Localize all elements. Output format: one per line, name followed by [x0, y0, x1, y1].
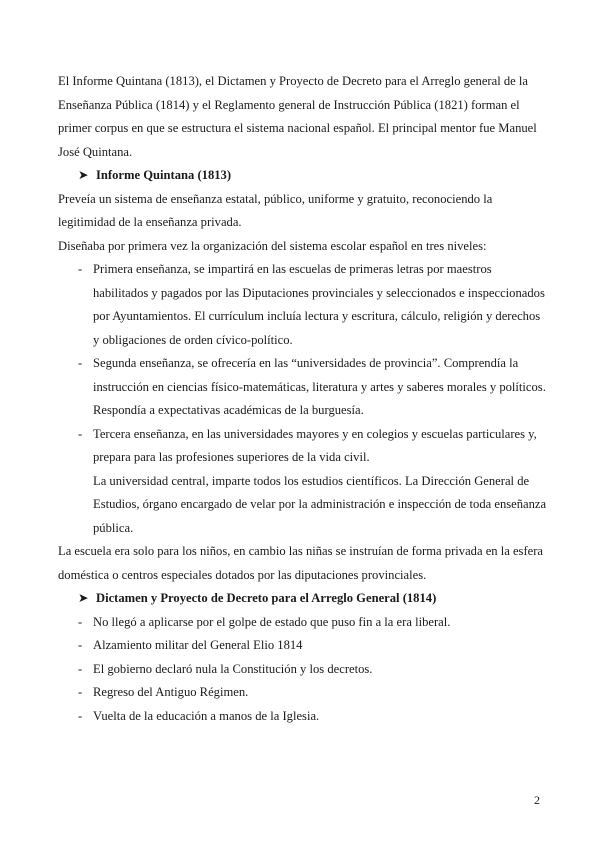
- paragraph-disenaba: Diseñaba por primera vez la organización del sistema escolar español en tres niveles:: [58, 238, 487, 253]
- list-item: [58, 611, 548, 635]
- section-heading-informe-quintana: [58, 164, 548, 188]
- section-heading-dictamen: [58, 587, 548, 611]
- dash-bullet: -: [78, 426, 83, 441]
- dash-bullet: -: [78, 685, 83, 699]
- dash-bullet: -: [78, 708, 83, 723]
- page-number: 2: [534, 793, 540, 807]
- list-item: [58, 634, 548, 658]
- levels-list: [58, 258, 548, 540]
- list-item: [58, 352, 548, 423]
- document-page: [58, 70, 548, 728]
- list-item: [58, 681, 548, 705]
- list-item-text: Vuelta de la educación a manos de la Iglesia.: [93, 708, 320, 723]
- list-item-text: Alzamiento militar del General Elio 1814: [93, 638, 303, 652]
- dictamen-list: [58, 611, 548, 729]
- arrow-bullet-icon: ➤: [78, 591, 89, 605]
- dash-bullet: -: [78, 661, 83, 676]
- list-item: [58, 258, 548, 352]
- list-item-continuation: La universidad central, imparte todos los estudios científicos. La Dirección General de Estudios, órgano encargado de velar por la administración e inspección de toda enseñanza pública.: [93, 473, 547, 535]
- dash-bullet: -: [78, 638, 83, 652]
- dash-bullet: -: [78, 262, 83, 276]
- list-item-text: El gobierno declaró nula la Constitución y los decretos.: [93, 661, 373, 676]
- dash-bullet: -: [78, 614, 83, 629]
- heading-text: Dictamen y Proyecto de Decreto para el Arreglo General (1814): [96, 591, 437, 605]
- arrow-bullet-icon: ➤: [78, 168, 89, 182]
- paragraph-preveia: Preveía un sistema de enseñanza estatal, público, uniforme y gratuito, reconociendo la legitimidad de la enseñanza privada.: [58, 191, 493, 229]
- paragraph-escuela: La escuela era solo para los niños, en cambio las niñas se instruían de forma privada en la esfera doméstica o centros especiales dotados por las diputaciones provinciales.: [58, 544, 544, 582]
- list-item-text: Tercera enseñanza, en las universidades mayores y en colegios y escuelas particulares y, prepara para las profesiones superiores de la vida civil.: [93, 426, 537, 464]
- list-item: [58, 658, 548, 682]
- heading-text: Informe Quintana (1813): [96, 168, 232, 182]
- list-item-text: Primera enseñanza, se impartirá en las escuelas de primeras letras por maestros habilitados y pagados por las Diputaciones provinciales y seleccionados e inspeccionados por Ayuntamientos. El currículum incluía lectura y escritura, cálculo, religión y derechos y obligaciones de orden cívico-político.: [93, 262, 545, 347]
- intro-paragraph: El Informe Quintana (1813), el Dictamen y Proyecto de Decreto para el Arreglo general de la Enseñanza Pública (1814) y el Reglamento general de Instrucción Pública (1821) forman el primer corpus en que se estructura el sistema nacional español. El principal mentor fue Manuel José Quintana.: [58, 74, 537, 159]
- list-item-text: No llegó a aplicarse por el golpe de estado que puso fin a la era liberal.: [93, 614, 451, 629]
- list-item-text: Regreso del Antiguo Régimen.: [93, 685, 249, 699]
- dash-bullet: -: [78, 356, 83, 370]
- list-item: [58, 705, 548, 729]
- list-item-text: Segunda enseñanza, se ofrecería en las “universidades de provincia”. Comprendía la instrucción en ciencias físico-matemáticas, literatura y artes y saberes morales y políticos. Respondía a expectativas académicas de la burguesía.: [93, 356, 546, 417]
- list-item: [58, 423, 548, 541]
